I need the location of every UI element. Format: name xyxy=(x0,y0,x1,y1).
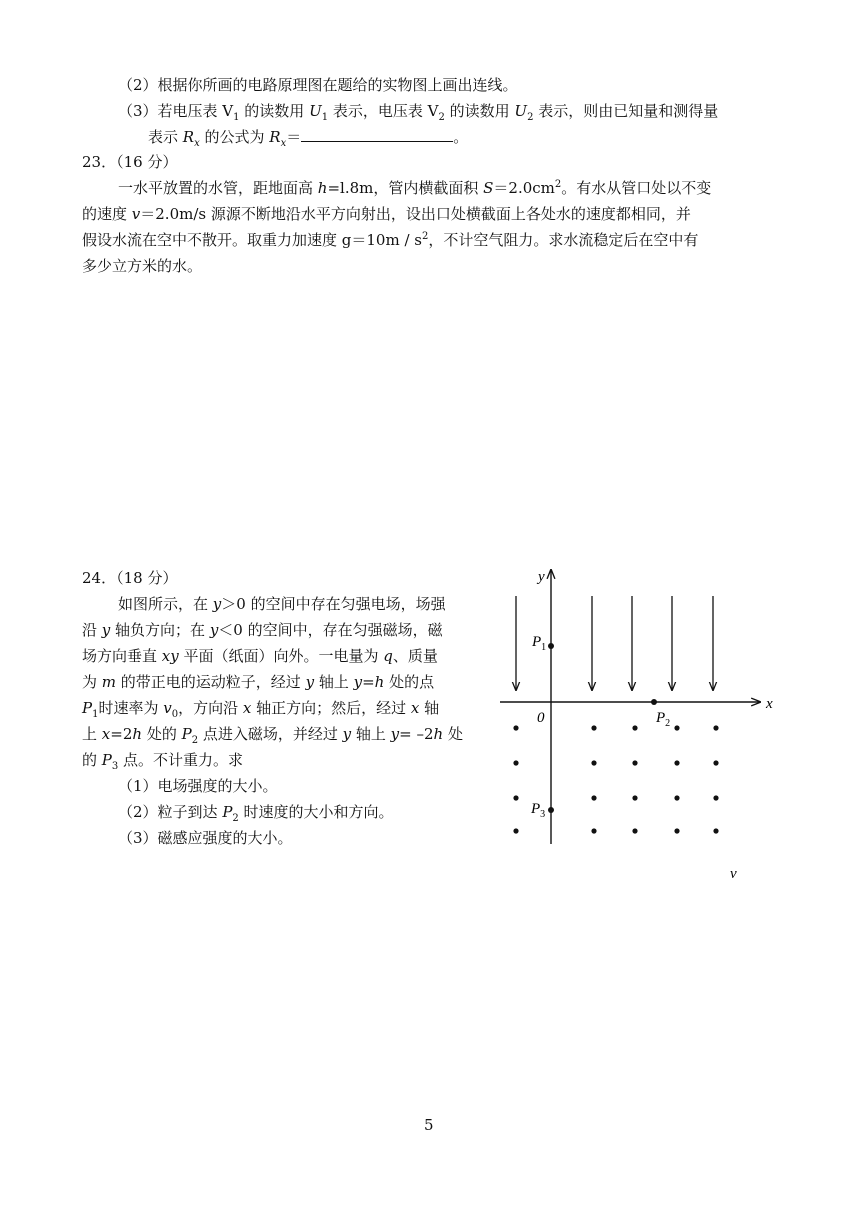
field-dot xyxy=(713,795,718,800)
q24-sub1: （1）电场强度的大小。 xyxy=(118,777,278,795)
point-p2 xyxy=(651,699,657,705)
q22-item3-line2: 表示 $R_x$ 的公式为 $R_x=$ 。 xyxy=(148,128,469,149)
q22-item2: （2）根据你所画的电路原理图在题给的实物图上画出连线。 xyxy=(118,76,518,94)
field-dot xyxy=(713,828,718,833)
origin-label: 0 xyxy=(537,710,545,726)
field-dot xyxy=(674,828,679,833)
field-dot xyxy=(713,760,718,765)
field-dot xyxy=(513,828,518,833)
q24-line4: 为 m 的带正电的运动粒子，经过 y 轴上 y=h 处的点 xyxy=(82,673,435,691)
field-dot xyxy=(632,795,637,800)
q24-line7: 的 $P_3$ 点。不计重力。求 xyxy=(82,751,244,772)
q24-line2: 沿 y 轴负方向；在 y＜0 的空间中，存在匀强磁场，磁 xyxy=(82,621,443,639)
q23-para-line2: 的速度 v＝2.0m/s 源源不断地沿水平方向射出，设出口处横截面上各处水的速度都相同，并 xyxy=(82,205,691,223)
q24-line1: 如图所示，在 y＞0 的空间中存在匀强电场，场强 xyxy=(118,595,446,613)
q23-heading: 23．（16 分） xyxy=(82,153,178,171)
q24-line3: 场方向垂直 xy 平面（纸面）向外。一电量为 q、质量 xyxy=(82,647,438,665)
field-dot xyxy=(674,760,679,765)
q24-line6: 上 x=2h 处的 $P_2$ 点进入磁场，并经过 y 轴上 y= –2h 处 xyxy=(82,725,463,746)
field-dot xyxy=(591,725,596,730)
stray-v-label: v xyxy=(730,866,737,882)
field-dot xyxy=(591,795,596,800)
answer-blank[interactable] xyxy=(301,127,453,142)
q23-para-line4: 多少立方米的水。 xyxy=(82,257,203,275)
q24-sub2: （2）粒子到达 $P_2$ 时速度的大小和方向。 xyxy=(118,803,394,824)
q24-heading: 24．（18 分） xyxy=(82,569,178,587)
field-diagram xyxy=(490,560,790,890)
point-p1 xyxy=(548,643,554,649)
field-dot xyxy=(632,725,637,730)
q23-para-line1: 一水平放置的水管，距地面高 h=l.8m，管内横截面积 $S=2.0cm^2$。有水从管口处以不变 xyxy=(118,179,712,197)
field-dot xyxy=(513,725,518,730)
field-dot xyxy=(674,795,679,800)
q24-sub3: （3）磁感应强度的大小。 xyxy=(118,829,293,847)
q23-para-line3: 假设水流在空中不散开。取重力加速度 $g=10m / s^2$，不计空气阻力。求水流稳定后在空中有 xyxy=(82,231,699,249)
q22-item3-line1: （3）若电压表 $V_1$ 的读数用 $U_1$ 表示，电压表 $V_2$ 的读数用 $U_2$ 表示，则由已知量和测得量 xyxy=(118,102,719,123)
point-p3 xyxy=(548,807,554,813)
q24-line5: $P_1$时速率为 $v_0$，方向沿 x 轴正方向；然后，经过 x 轴 xyxy=(82,699,440,720)
field-dot xyxy=(513,795,518,800)
p1-label: $P_1$ xyxy=(532,634,547,653)
field-dot xyxy=(713,725,718,730)
field-dot xyxy=(513,760,518,765)
y-axis-label: y xyxy=(538,569,545,585)
field-dot xyxy=(591,760,596,765)
p3-label: $P_3$ xyxy=(531,801,546,820)
p2-label: $P_2$ xyxy=(656,710,671,729)
field-dot xyxy=(591,828,596,833)
x-axis-label: x xyxy=(766,696,773,712)
field-dot xyxy=(632,760,637,765)
field-dot xyxy=(632,828,637,833)
page-number: 5 xyxy=(424,1116,434,1134)
field-dot xyxy=(674,725,679,730)
